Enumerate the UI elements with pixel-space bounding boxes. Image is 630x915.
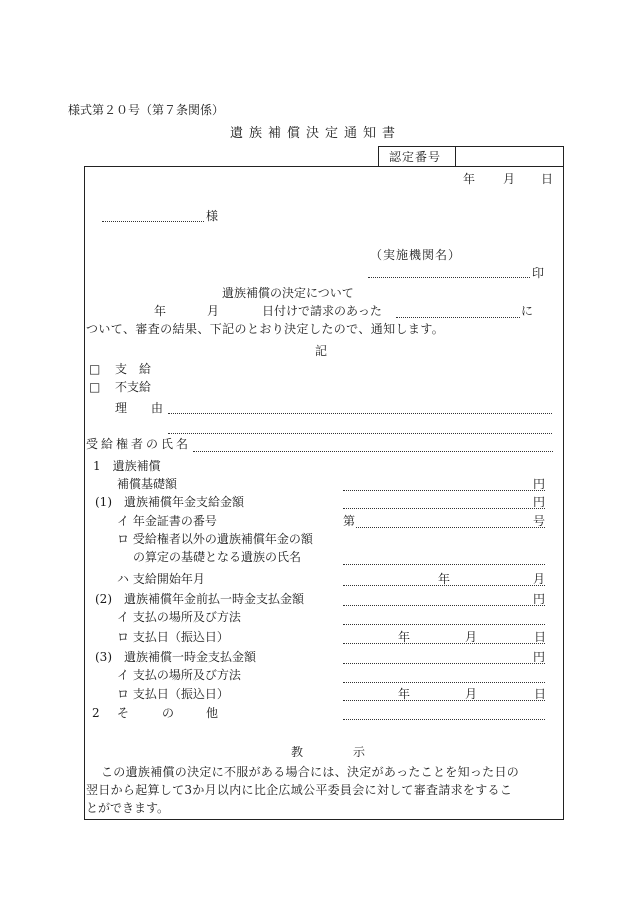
seal-mark: 印 (532, 266, 545, 280)
base-amount-label: 補償基礎額 (117, 477, 178, 491)
p1-i-dai: 第 (343, 514, 356, 528)
reason-field-2[interactable] (168, 433, 552, 434)
p1-ha-year: 年 (438, 572, 451, 586)
p1-ro-label-b: の算定の基礎となる遺族の氏名 (133, 550, 302, 564)
p2-label: (2) 遺族補償年金前払一時金支払金額 (95, 592, 304, 606)
base-amount-yen: 円 (533, 477, 546, 491)
p2-ro-label: ロ 支払日（振込日） (117, 630, 229, 644)
frame-bottom (84, 819, 564, 820)
p3-ro-label: ロ 支払日（振込日） (117, 687, 229, 701)
section-1-heading: 1 遺族補償 (93, 459, 161, 473)
cert-number-field[interactable] (462, 150, 557, 164)
cert-box-top (378, 146, 563, 147)
p1-i-go: 号 (533, 514, 546, 528)
request-suffix: に (521, 304, 534, 318)
p1-amount-field[interactable] (343, 508, 545, 509)
agency-label: （実施機関名） (370, 248, 462, 262)
checkbox-pay-label: 支 給 (115, 362, 152, 376)
p1-ro-label-a: ロ 受給権者以外の遺族補償年金の額 (117, 532, 313, 546)
section-2-num: 2 (92, 706, 100, 720)
document-title: 遺族補償決定通知書 (230, 126, 402, 141)
ki-heading: 記 (315, 344, 328, 358)
p2-ro-year: 年 (398, 630, 411, 644)
p2-yen: 円 (533, 592, 546, 606)
request-text: 日付けで請求のあった (262, 304, 382, 318)
addressee-field[interactable] (102, 221, 204, 222)
frame-top (84, 166, 563, 167)
p2-i-field[interactable] (343, 624, 545, 625)
subject-line: 遺族補償の決定について (222, 286, 354, 300)
checkbox-nopay-label: 不支給 (115, 380, 152, 394)
frame-right (563, 146, 564, 819)
p2-ro-field[interactable] (343, 643, 545, 644)
certificate-number-field[interactable] (356, 527, 545, 528)
p3-i-field[interactable] (343, 682, 545, 683)
p2-ro-day: 日 (534, 630, 547, 644)
body-line: ついて、審査の結果、下記のとおり決定したので、通知します。 (86, 322, 445, 336)
p1-ha-month: 月 (533, 572, 546, 586)
section-2-a: そ (117, 706, 130, 720)
recipient-label: 受給権者の氏名 (86, 437, 192, 451)
p2-i-label: イ 支払の場所及び方法 (117, 610, 241, 624)
p3-ro-field[interactable] (343, 700, 545, 701)
cert-box-divider (455, 146, 456, 166)
p1-yen: 円 (533, 495, 546, 509)
reason-label: 理 由 (115, 401, 164, 415)
p3-yen: 円 (533, 650, 546, 664)
notice-line-1: この遺族補償の決定に不服がある場合には、決定があったことを知った日の (101, 765, 520, 779)
notice-title-a: 教 (291, 745, 304, 759)
p3-label: (3) 遺族補償一時金支払金額 (95, 650, 256, 664)
request-year: 年 (154, 304, 167, 318)
section-2-b: の (162, 706, 175, 720)
p2-ro-month: 月 (465, 630, 478, 644)
p1-i-label: イ 年金証書の番号 (117, 514, 217, 528)
p3-ro-year: 年 (398, 687, 411, 701)
form-number: 様式第２０号（第７条関係） (68, 103, 225, 117)
checkbox-nopay[interactable]: □ (89, 380, 101, 394)
section-2-c: 他 (206, 706, 219, 720)
agency-name-field[interactable] (368, 277, 530, 278)
p3-ro-day: 日 (534, 687, 547, 701)
recipient-name-field[interactable] (193, 451, 553, 452)
date-month: 月 (503, 172, 516, 186)
checkbox-pay[interactable]: □ (89, 362, 101, 376)
p1-label: (1) 遺族補償年金支給金額 (95, 495, 244, 509)
notice-line-3: とができます。 (86, 801, 170, 815)
request-subject-field[interactable] (396, 317, 520, 318)
request-month: 月 (207, 304, 220, 318)
p1-ha-label: ハ 支給開始年月 (117, 572, 205, 586)
cert-box-left (378, 146, 379, 166)
cert-number-label: 認定番号 (389, 150, 442, 164)
base-amount-field[interactable] (343, 490, 545, 491)
p3-i-label: イ 支払の場所及び方法 (117, 668, 241, 682)
date-day: 日 (541, 172, 554, 186)
notice-line-2: 翌日から起算して3か月以内に比企広域公平委員会に対して審査請求をするこ (86, 783, 513, 797)
other-field[interactable] (343, 719, 545, 720)
p1-ro-field[interactable] (343, 564, 545, 565)
date-year: 年 (463, 172, 476, 186)
notice-title-b: 示 (353, 745, 366, 759)
p2-amount-field[interactable] (343, 605, 545, 606)
reason-field-1[interactable] (168, 413, 552, 414)
p3-ro-month: 月 (465, 687, 478, 701)
addressee-suffix: 様 (206, 209, 219, 223)
frame-left (84, 166, 85, 819)
p3-amount-field[interactable] (343, 663, 545, 664)
